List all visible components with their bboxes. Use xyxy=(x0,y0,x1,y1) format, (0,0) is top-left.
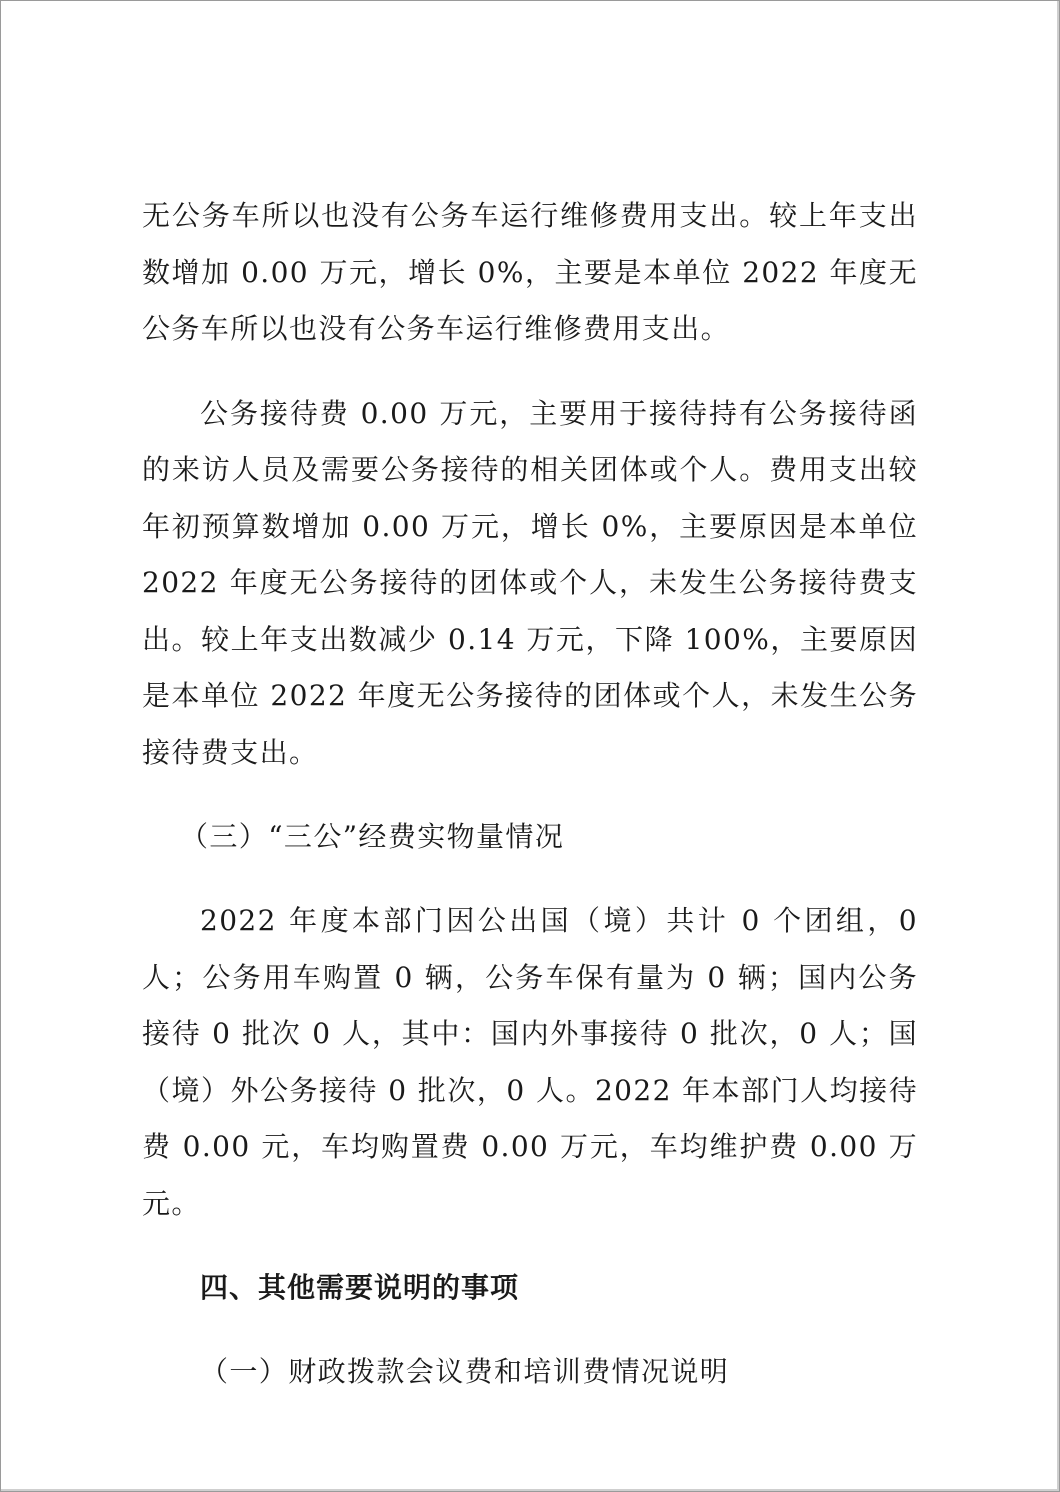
heading-other-matters: 四、其他需要说明的事项 xyxy=(200,1271,520,1304)
heading-meeting-training-fees: （一）财政拨款会议费和培训费情况说明 xyxy=(200,1355,730,1388)
paragraph-vehicle-maintenance: 无公务车所以也没有公务车运行维修费用支出。较上年支出数增加 0.00 万元，增长 0%，主要是本单位 2022 年度无公务车所以也没有公务车运行维修费用支出。 xyxy=(142,199,918,345)
document-body xyxy=(142,188,918,1400)
paragraph-physical-quantities: 2022 年度本部门因公出国（境）共计 0 个团组，0 人；公务用车购置 0 辆，公务车保有量为 0 辆；国内公务接待 0 批次 0 人，其中：国内外事接待 0 批次，0 人；国（境）外公务接待 0 批次，0 人。2022 年本部门人均接待费 0.00 元，车均购置费 0.00 万元，车均维护费 0.00 万元。 xyxy=(142,904,918,1220)
paragraph-reception-expenses: 公务接待费 0.00 万元，主要用于接待持有公务接待函的来访人员及需要公务接待的相关团体或个人。费用支出较年初预算数增加 0.00 万元，增长 0%，主要原因是本单位 2022 年度无公务接待的团体或个人，未发生公务接待费支出。较上年支出数减少 0.14 万元，下降 100%，主要原因是本单位 2022 年度无公务接待的团体或个人，未发生公务接待费支出。 xyxy=(142,396,918,769)
heading-three-public-quantities: （三）“三公”经费实物量情况 xyxy=(180,820,565,853)
